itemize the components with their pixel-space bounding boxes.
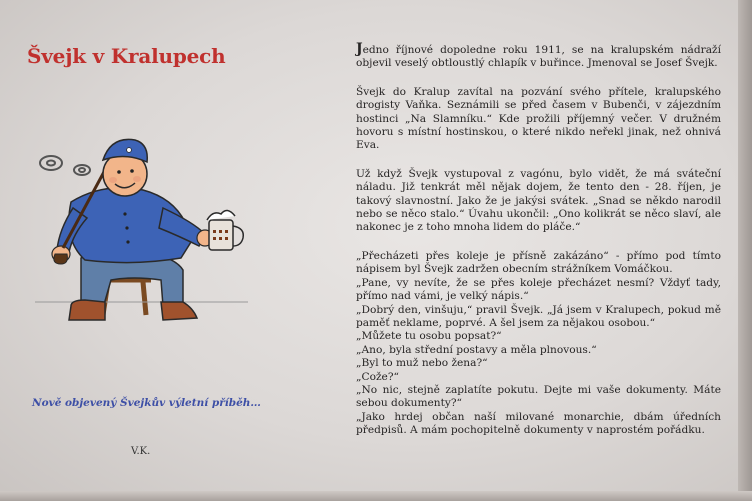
beer-mug-icon	[207, 210, 243, 250]
paragraph-2: Švejk do Kralup zavítal na pozvání svého přítele, kralupského drogisty Vaňka. Seznámili se před časem v Bubenči, v zájezdním hostinci „Na Slamníku.“ Kde prožili příjemný večer. V družném hovoru s místní hostinskou, o které nikdo neřekl jinak, než ohnivá Eva.	[356, 85, 721, 152]
dialogue-line: „Jako hrdej občan naší milované monarchie, dbám úředních předpisů. A mám pochopitelně dokumenty v naprostém pořádku.	[356, 410, 721, 437]
dialogue-line: „Ano, byla střední postavy a měla plnovous.“	[356, 343, 597, 356]
dialogue-line: „Přecházeti přes koleje je přísně zakázáno“ - přímo pod tímto nápisem byl Švejk zadržen obecním strážníkem Vomáčkou.	[356, 249, 721, 276]
boot-right-icon	[161, 302, 197, 320]
dialogue-block	[356, 250, 721, 438]
dialogue-line: „No nic, stejně zaplatíte pokutu. Dejte mi vaše dokumenty. Máte sebou dokumenty?“	[356, 383, 721, 410]
page-title: Švejk v Kralupech	[27, 44, 226, 68]
frame-edge-bottom	[0, 491, 752, 501]
smoke-rings-icon	[40, 156, 90, 175]
dialogue-line: „Můžete tu osobu popsat?“	[356, 330, 502, 343]
paragraph-1: Jedno říjnové dopoledne roku 1911, se na kralupském nádraží objevil veselý obtloustlý chlapík v buřince. Jmenoval se Josef Švejk.	[356, 41, 721, 70]
dialogue-line: „Dobrý den, vinšuju,“ pravil Švejk. „Já jsem v Kralupech, pokud mě paměť neklame, poprvé. A šel jsem za nějakou osobou.“	[356, 303, 721, 329]
svejk-illustration	[33, 130, 248, 335]
story-text	[356, 43, 721, 438]
author-initials: V.K.	[131, 446, 151, 457]
dialogue-line: „Pane, vy nevíte, že se přes koleje přecházet nesmí? Vždyť tady, přímo nad vámi, je velký nápis.“	[356, 276, 721, 303]
dialogue-line: „Byl to muž nebo žena?“	[356, 357, 488, 370]
drop-cap: J	[356, 41, 363, 57]
boot-left-icon	[69, 300, 105, 320]
dialogue-line: „Cože?“	[356, 370, 399, 383]
paragraph-3: Už když Švejk vystupoval z vagónu, bylo vidět, že má sváteční náladu. Již tenkrát měl nějak dojem, že tento den - 28. říjen, je takový slavnostní. Jako že je jakýsi svátek. „Snad se někdo narodil nebo se něco stalo.“ Úvahu ukončil: „Ono kolikrát se něco slaví, ale nakonec je z toho mnoha lidem do pláče.“	[356, 167, 721, 234]
subtitle: Nově objevený Švejkův výletní příběh…	[32, 397, 261, 409]
frame-edge-right	[738, 0, 752, 501]
